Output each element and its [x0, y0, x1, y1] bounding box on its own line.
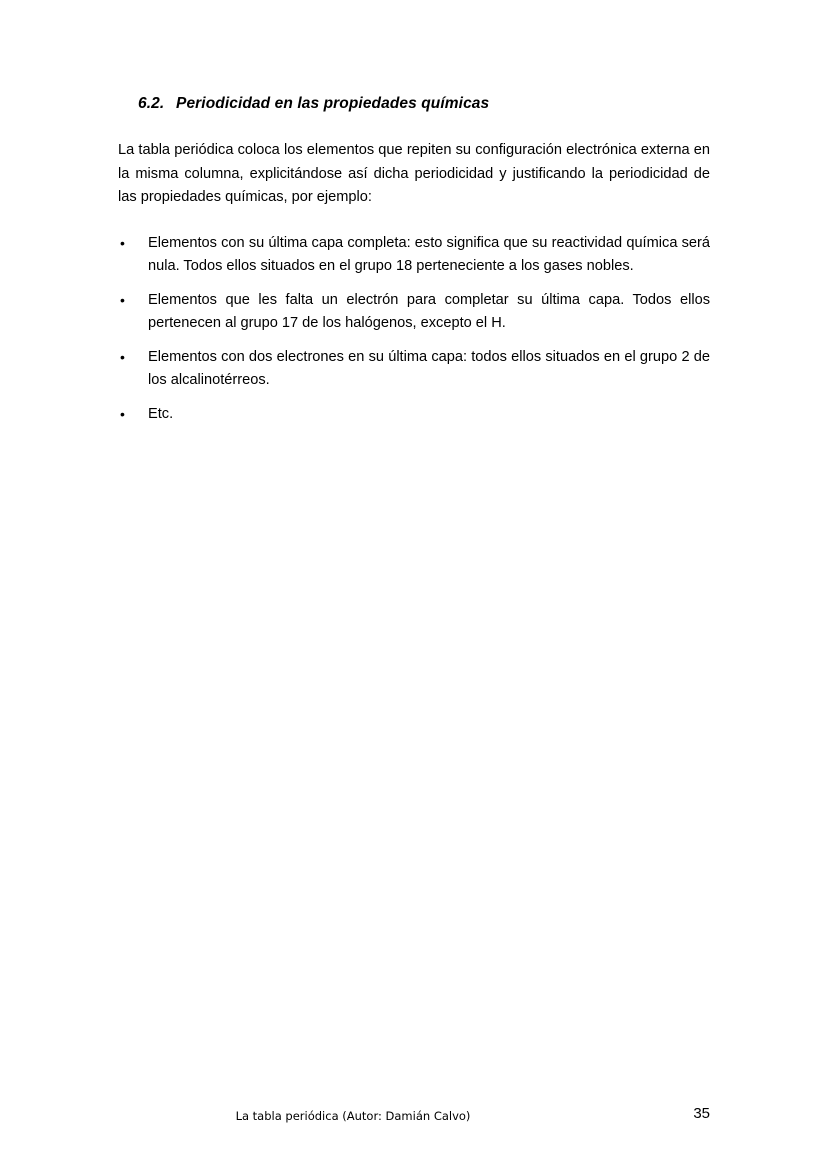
page-number: 35 — [693, 1105, 710, 1122]
section-heading — [118, 95, 710, 113]
intro-paragraph: La tabla periódica coloca los elementos que repiten su configuración electrónica externa en la misma columna, explicitándose así dicha periodicidad y justificando la periodicidad de las propiedades químicas, por ejemplo: — [118, 142, 710, 205]
list-item — [118, 232, 710, 279]
list-item-text: Etc. — [148, 405, 174, 422]
section-title: Periodicidad en las propiedades químicas — [176, 95, 490, 112]
bullet-icon: • — [120, 348, 125, 365]
list-item — [118, 403, 710, 427]
page-footer — [118, 1105, 710, 1129]
bullet-icon: • — [120, 291, 125, 308]
bullet-list — [118, 232, 710, 427]
footer-caption: La tabla periódica (Autor: Damián Calvo) — [235, 1109, 471, 1123]
bullet-icon: • — [120, 234, 125, 251]
bullet-icon: • — [120, 405, 125, 422]
section-number: 6.2. — [138, 95, 165, 112]
list-item-text: Elementos que les falta un electrón para completar su última capa. Todos ellos pertenecen al grupo 17 de los halógenos, excepto el H. — [148, 291, 710, 331]
list-item-text: Elementos con su última capa completa: esto significa que su reactividad química será nula. Todos ellos situados en el grupo 18 perteneciente a los gases nobles. — [148, 234, 710, 274]
list-item — [118, 346, 710, 393]
list-item — [118, 289, 710, 336]
page-content — [118, 95, 710, 426]
list-item-text: Elementos con dos electrones en su última capa: todos ellos situados en el grupo 2 de los alcalinotérreos. — [148, 348, 710, 388]
